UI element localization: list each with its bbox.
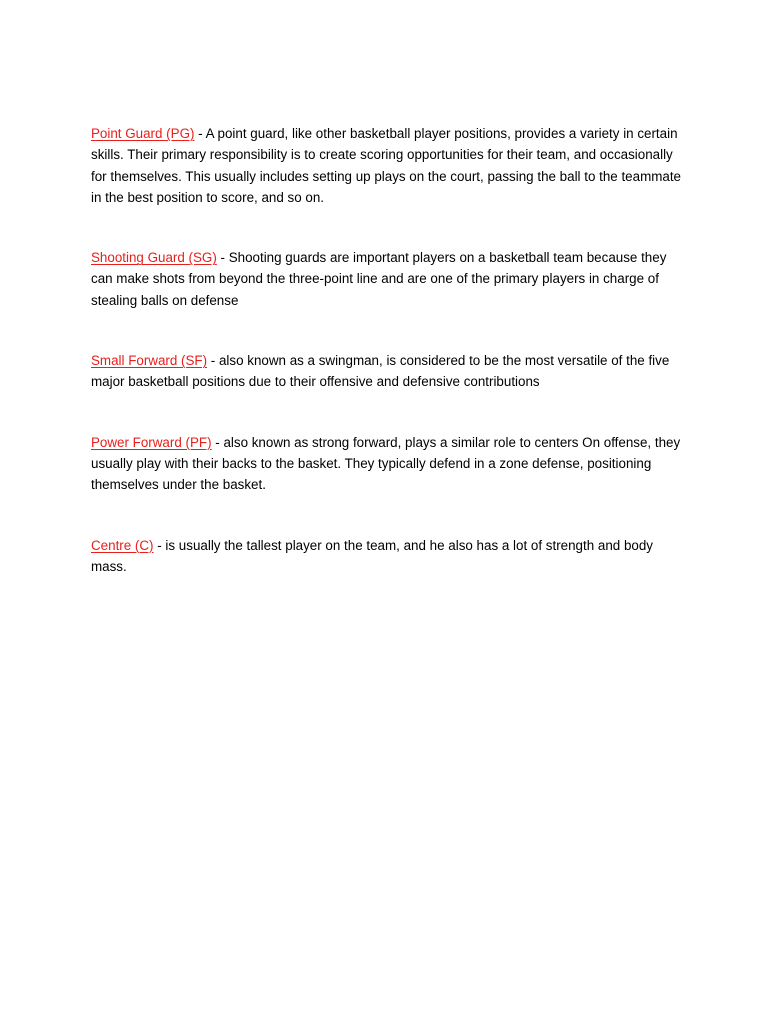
description-centre: - is usually the tallest player on the team, and he also has a lot of strength and body mass. <box>91 537 653 574</box>
entry-small-forward <box>91 350 691 393</box>
entry-power-forward <box>91 432 691 496</box>
entry-point-guard <box>91 123 691 208</box>
term-point-guard: Point Guard (PG) <box>91 126 195 141</box>
term-centre: Centre (C) <box>91 537 154 553</box>
description-point-guard: - A point guard, like other basketball player positions, provides a variety in certain skills. Their primary responsibility is to create scoring opportunities for their team, and occasionally for themselves. This usually includes setting up plays on the court, passing the ball to the teammate in the best position to score, and so on. <box>91 126 682 205</box>
description-small-forward: - also known as a swingman, is considered to be the most versatile of the five major basketball positions due to their offensive and defensive contributions <box>91 353 670 390</box>
description-shooting-guard: - Shooting guards are important players on a basketball team because they can make shots from beyond the three-point line and are one of the primary players in charge of stealing balls on defense <box>91 250 667 308</box>
term-small-forward: Small Forward (SF) <box>91 353 208 369</box>
entry-shooting-guard <box>91 247 691 311</box>
document-body <box>91 123 691 577</box>
term-shooting-guard: Shooting Guard (SG) <box>91 250 217 266</box>
entry-centre <box>91 535 691 578</box>
description-power-forward: - also known as strong forward, plays a similar role to centers On offense, they usually play with their backs to the basket. They typically defend in a zone defense, positioning themselves under the basket. <box>91 434 681 493</box>
term-power-forward: Power Forward (PF) <box>91 434 212 450</box>
